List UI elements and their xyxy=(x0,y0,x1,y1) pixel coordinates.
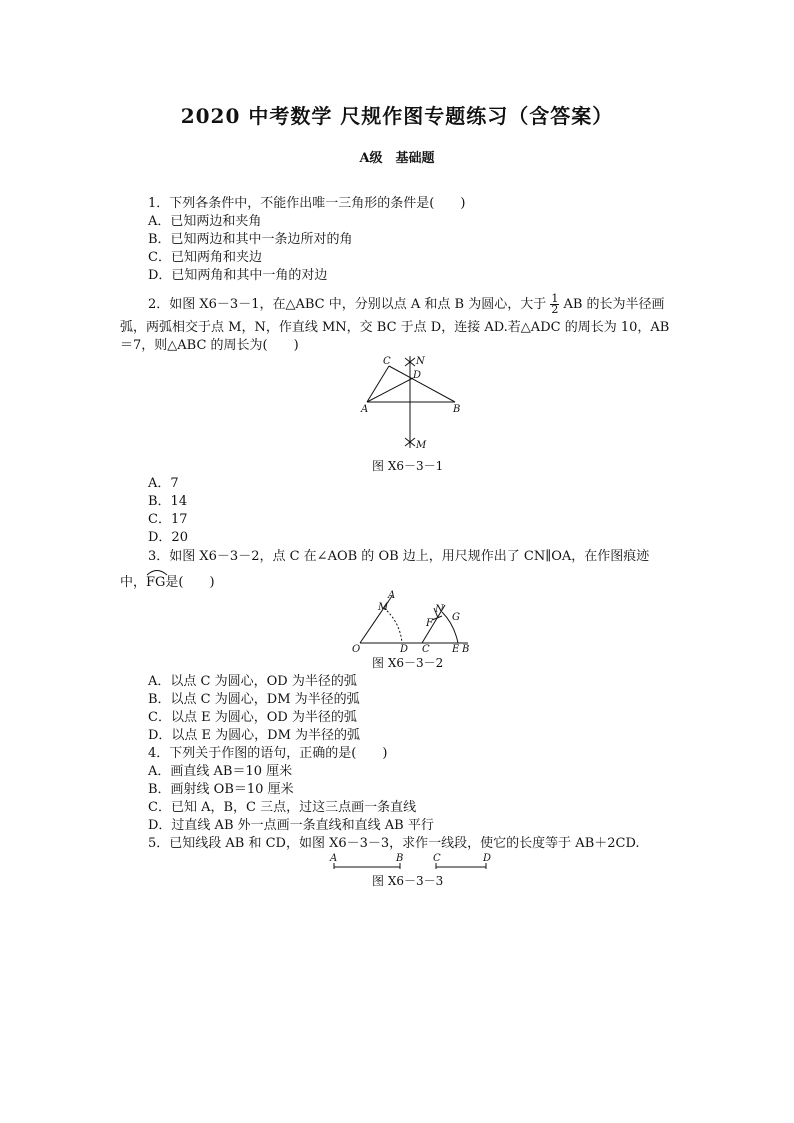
q2-option-d: D．20 xyxy=(148,530,188,545)
fig1-label-a: A xyxy=(361,404,369,415)
fig2-label-b: B xyxy=(462,644,470,652)
q2-option-b: B．14 xyxy=(148,494,188,509)
fig2-label-o: O xyxy=(352,644,361,652)
q3-stem-c: 是( ) xyxy=(165,575,215,590)
figure-x6-3-1 xyxy=(355,352,465,454)
q1-option-b: B．已知两边和其中一条边所对的角 xyxy=(148,232,353,247)
q3-option-a: A．以点 C 为圆心，OD 为半径的弧 xyxy=(148,674,357,689)
fig1-label-c: C xyxy=(383,356,391,367)
q2-stem-line1 xyxy=(148,294,665,315)
fig2-label-f: F xyxy=(426,618,433,629)
q3-option-c: C．以点 E 为圆心，OD 为半径的弧 xyxy=(148,710,357,725)
fig3-label-c: C xyxy=(433,853,441,864)
fig1-label-d: D xyxy=(413,370,422,381)
q1-stem: 1．下列各条件中，不能作出唯一三角形的条件是( ) xyxy=(148,196,466,211)
level-heading: A级 基础题 xyxy=(359,151,435,166)
figure-x6-3-3 xyxy=(326,851,496,873)
fig2-label-g: G xyxy=(452,612,460,623)
q3-stem-a: 3．如图 X6－3－2，点 C 在∠AOB 的 OB 边上，用尺规作出了 CN∥OA，在作图痕迹 xyxy=(148,549,650,564)
q2-fraction xyxy=(550,294,559,315)
q4-option-c: C．已知 A，B，C 三点，过这三点画一条直线 xyxy=(148,800,417,815)
fig1-label-n: N xyxy=(416,356,425,367)
arc-mark-icon xyxy=(146,568,168,576)
figure-x6-3-2-caption: 图 X6－3－2 xyxy=(372,656,444,670)
fig1-label-b: B xyxy=(453,404,461,415)
q5-stem: 5．已知线段 AB 和 CD，如图 X6－3－3，求作一线段，使它的长度等于 AB＋2CD. xyxy=(148,836,640,851)
fig2-label-c: C xyxy=(422,644,430,652)
page-title: 2020 中考数学 尺规作图专题练习（含答案） xyxy=(180,104,614,128)
q3-arc-fg xyxy=(146,574,165,592)
figure-x6-3-1-caption: 图 X6－3－1 xyxy=(372,459,444,473)
q2-frac-num: 1 xyxy=(551,292,559,305)
q4-option-a: A．画直线 AB＝10 厘米 xyxy=(148,764,293,779)
q3-stem-line2 xyxy=(120,574,215,592)
fig2-label-a: A xyxy=(388,590,396,601)
q2-stem-a: 2．如图 X6－3－1，在△ABC 中，分别以点 A 和点 B 为圆心，大于 xyxy=(148,297,547,312)
fig3-label-b: B xyxy=(396,853,404,864)
q4-option-d: D．过直线 AB 外一点画一条直线和直线 AB 平行 xyxy=(148,818,434,833)
q1-option-d: D．已知两角和其中一角的对边 xyxy=(148,268,328,283)
q2-frac-den: 2 xyxy=(551,303,559,316)
fig2-label-e: E xyxy=(452,644,460,652)
q3-option-d: D．以点 E 为圆心，DM 为半径的弧 xyxy=(148,728,361,743)
q1-option-c: C．已知两角和夹边 xyxy=(148,250,262,265)
q2-stem-d: ＝7，则△ABC 的周长为( ) xyxy=(120,338,299,353)
q2-stem-c: 弧，两弧相交于点 M，N，作直线 MN，交 BC 于点 D，连接 AD.若△ADC 的周长为 10，AB xyxy=(120,320,670,335)
q2-option-c: C．17 xyxy=(148,512,188,527)
fig1-label-m: M xyxy=(416,440,427,451)
fig2-label-d: D xyxy=(400,644,409,652)
figure-x6-3-3-caption: 图 X6－3－3 xyxy=(372,874,444,888)
q2-option-a: A．7 xyxy=(148,476,179,491)
q1-option-a: A．已知两边和夹角 xyxy=(148,214,262,229)
figure-x6-3-2 xyxy=(348,590,474,652)
fig3-label-d: D xyxy=(483,853,492,864)
q4-option-b: B．画射线 OB＝10 厘米 xyxy=(148,782,294,797)
q3-stem-b: 中， xyxy=(120,575,147,590)
q2-stem-b: AB 的长为半径画 xyxy=(563,297,665,312)
fig3-label-a: A xyxy=(330,853,338,864)
fig2-label-n: N xyxy=(435,604,444,615)
q3-arc-label: FG xyxy=(146,575,166,590)
q3-option-b: B．以点 C 为圆心，DM 为半径的弧 xyxy=(148,692,360,707)
q4-stem: 4．下列关于作图的语句，正确的是( ) xyxy=(148,746,388,761)
fig2-label-m: M xyxy=(378,602,389,613)
